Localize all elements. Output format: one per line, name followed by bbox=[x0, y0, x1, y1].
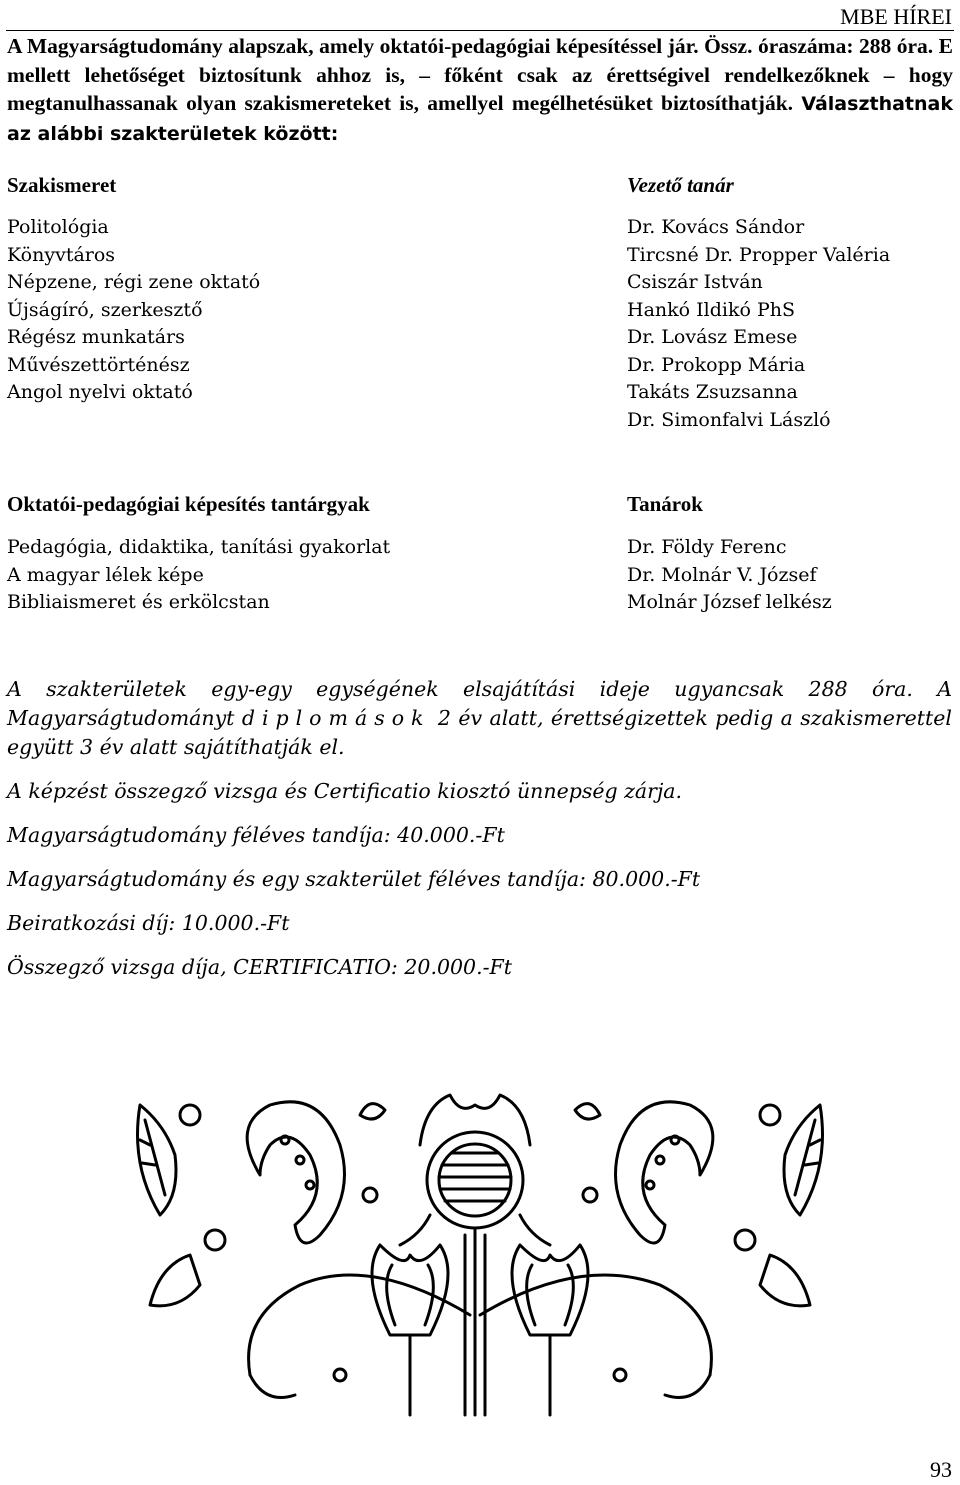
exam-line: A képzést összegző vizsga és Certificatio kiosztó ünnepség zárja. bbox=[7, 779, 683, 803]
intro-choice-text: Választhatnak az alábbi szakterületek között: bbox=[7, 93, 953, 145]
page-number: 93 bbox=[930, 1457, 952, 1482]
fee-line: Magyarságtudomány féléves tandíja: 40.000.-Ft bbox=[7, 823, 505, 847]
intro-bold-text: A Magyarságtudomány alapszak, amely oktatói-pedagógiai képesítéssel jár. Össz. óraszáma: 288 óra. E mellett lehetőséget biztosítunk ahhoz is, – főként csak az érettségivel rendelkezőknek – hogy megtanulhassanak olyan szakismereteket is, amellyel megélhetésüket biztosíthatják. bbox=[7, 34, 953, 115]
list-item: Újságíró, szerkesztő bbox=[7, 298, 203, 321]
list-item: Dr. Földy Ferenc bbox=[627, 536, 787, 558]
section2-right-heading: Tanárok bbox=[627, 492, 703, 516]
header-rule bbox=[6, 30, 954, 31]
duration-text-1: A szakterületek egy-egy egységének elsajátítási ideje ugyancsak 288 óra. A Magyarságtudományt bbox=[7, 677, 952, 730]
fee-line: Összegző vizsga díja, CERTIFICATIO: 20.000.-Ft bbox=[7, 955, 512, 979]
list-item: Dr. Kovács Sándor bbox=[627, 216, 805, 238]
right-paisley-icon bbox=[616, 1102, 713, 1243]
intro-paragraph bbox=[7, 32, 953, 148]
list-item: Dr. Lovász Emese bbox=[627, 326, 798, 348]
subject-list bbox=[7, 534, 390, 617]
list-item: Dr. Simonfalvi László bbox=[627, 408, 831, 431]
left-tulip-icon bbox=[372, 1245, 448, 1415]
spaced-word: diplomások bbox=[241, 706, 431, 730]
running-header: MBE HÍREI bbox=[840, 4, 952, 29]
list-item: Takáts Zsuzsanna bbox=[627, 381, 798, 403]
list-item: Dr. Molnár V. József bbox=[627, 563, 817, 586]
left-leaf-icon bbox=[138, 1105, 226, 1306]
list-item: Hankó Ildikó PhS bbox=[627, 298, 795, 321]
list-item: Pedagógia, didaktika, tanítási gyakorlat bbox=[7, 536, 391, 558]
list-item: Régész munkatárs bbox=[7, 326, 185, 348]
lead-teacher-list bbox=[627, 214, 890, 434]
list-item: Csiszár István bbox=[627, 271, 763, 293]
section2-left-heading: Oktatói-pedagógiai képesítés tantárgyak bbox=[7, 492, 370, 516]
right-tulip-icon bbox=[512, 1245, 588, 1415]
fee-line: Beiratkozási díj: 10.000.-Ft bbox=[7, 911, 290, 935]
teacher-list bbox=[627, 534, 832, 617]
central-flower-icon bbox=[400, 1095, 550, 1245]
specialty-list bbox=[7, 214, 260, 407]
right-leaf-icon bbox=[735, 1105, 823, 1306]
list-item: Politológia bbox=[7, 216, 109, 238]
list-item: Népzene, régi zene oktató bbox=[7, 271, 261, 293]
list-item: Tircsné Dr. Propper Valéria bbox=[627, 243, 891, 266]
list-item: Művészettörténész bbox=[7, 353, 190, 376]
folk-floral-ornament-icon bbox=[120, 1085, 840, 1435]
section1-left-heading: Szakismeret bbox=[7, 173, 117, 197]
list-item: Bibliaismeret és erkölcstan bbox=[7, 591, 270, 613]
section1-right-heading: Vezető tanár bbox=[627, 173, 734, 197]
list-item: Dr. Prokopp Mária bbox=[627, 353, 806, 376]
duration-text-2: 2 év alatt, érettségizettek pedig a szakismerettel együtt 3 év alatt sajátíthatják el. bbox=[7, 706, 952, 759]
list-item: Könyvtáros bbox=[7, 243, 116, 266]
list-item: A magyar lélek képe bbox=[7, 563, 204, 586]
list-item: Angol nyelvi oktató bbox=[7, 381, 193, 403]
left-paisley-icon bbox=[247, 1102, 344, 1243]
duration-paragraph bbox=[7, 675, 952, 762]
list-item: Molnár József lelkész bbox=[627, 591, 832, 613]
fee-line: Magyarságtudomány és egy szakterület féléves tandíja: 80.000.-Ft bbox=[7, 867, 701, 891]
